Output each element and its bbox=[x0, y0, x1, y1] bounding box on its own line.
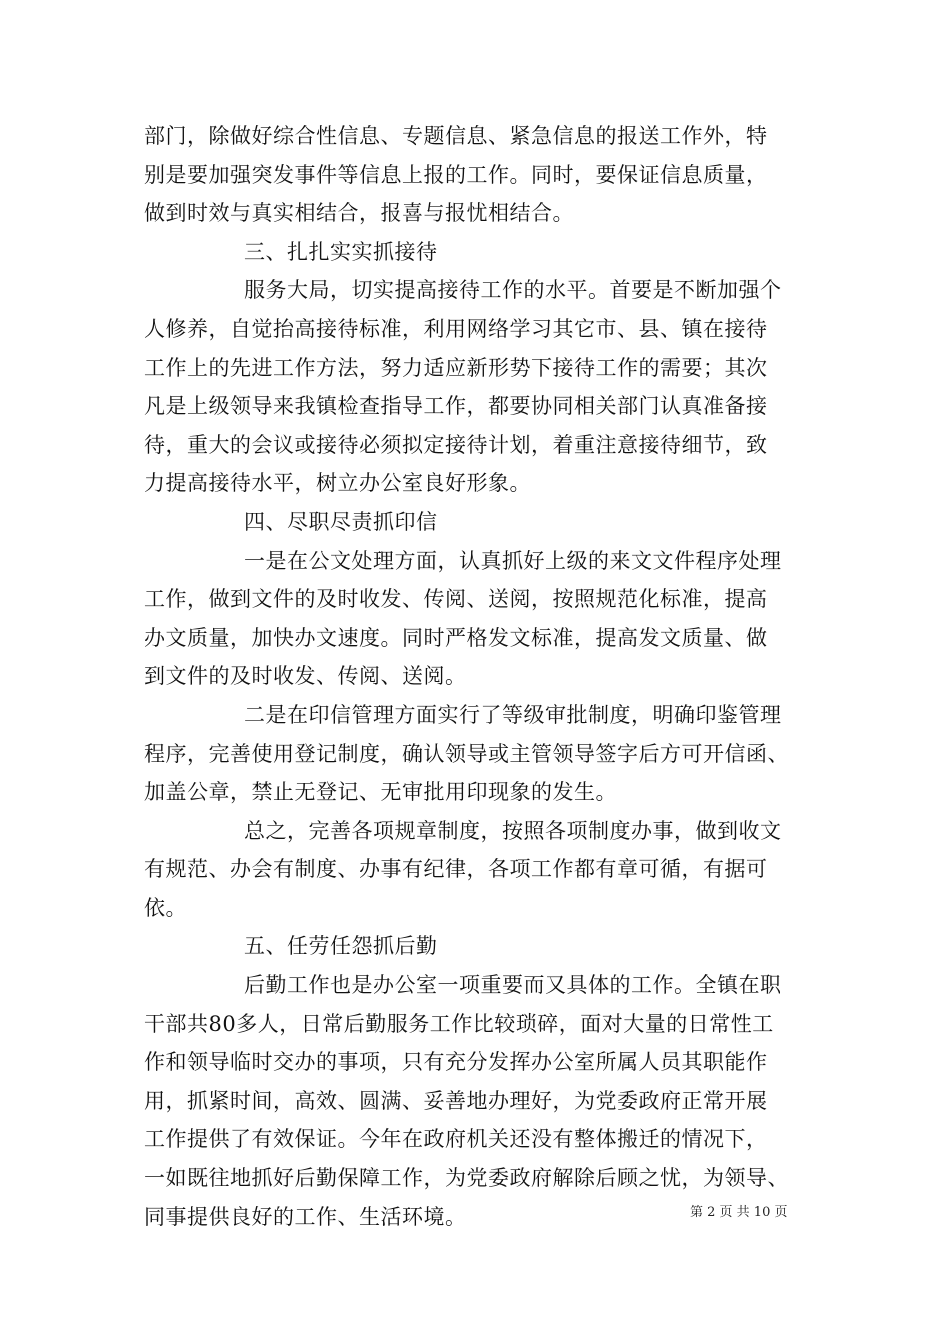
page-number-footer: 第 2 页 共 10 页 bbox=[690, 1205, 788, 1220]
text-line: 工作，做到文件的及时收发、传阅、送阅，按照规范化标准，提高 bbox=[144, 587, 768, 612]
paragraph-first-line: 一是在公文处理方面，认真抓好上级的来文文件程序处理 bbox=[244, 548, 782, 573]
text-line: 到文件的及时收发、传阅、送阅。 bbox=[144, 664, 467, 689]
text-line: 程序，完善使用登记制度，确认领导或主管领导签字后方可开信函、 bbox=[144, 741, 789, 766]
section-heading: 三、扎扎实实抓接待 bbox=[244, 239, 438, 264]
document-body bbox=[144, 117, 810, 1236]
text-line: 同事提供良好的工作、生活环境。 bbox=[144, 1204, 467, 1229]
text-line: 待，重大的会议或接待必须拟定接待计划，着重注意接待细节，致 bbox=[144, 432, 768, 457]
section-heading: 五、任劳任怨抓后勤 bbox=[244, 934, 438, 959]
text-line: 干部共80多人，日常后勤服务工作比较琐碎，面对大量的日常性工 bbox=[144, 1011, 774, 1036]
text-line: 凡是上级领导来我镇检查指导工作，都要协同相关部门认真准备接 bbox=[144, 394, 768, 419]
text-line: 加盖公章，禁止无登记、无审批用印现象的发生。 bbox=[144, 780, 617, 805]
paragraph-first-line: 总之，完善各项规章制度，按照各项制度办事，做到收文 bbox=[244, 818, 782, 843]
section-heading: 四、尽职尽责抓印信 bbox=[244, 509, 438, 534]
text-line: 作和领导临时交办的事项，只有充分发挥办公室所属人员其职能作 bbox=[144, 1050, 768, 1075]
paragraph-first-line: 二是在印信管理方面实行了等级审批制度，明确印鉴管理 bbox=[244, 702, 782, 727]
text-line: 力提高接待水平，树立办公室良好形象。 bbox=[144, 471, 531, 496]
text-line: 做到时效与真实相结合，报喜与报忧相结合。 bbox=[144, 201, 574, 226]
text-line: 办文质量，加快办文速度。同时严格发文标准，提高发文质量、做 bbox=[144, 625, 768, 650]
text-line: 用，抓紧时间，高效、圆满、妥善地办理好，为党委政府正常开展 bbox=[144, 1088, 768, 1113]
text-line: 一如既往地抓好后勤保障工作，为党委政府解除后顾之忧，为领导、 bbox=[144, 1166, 789, 1191]
text-line: 人修养，自觉抬高接待标准，利用网络学习其它市、县、镇在接待 bbox=[144, 316, 768, 341]
text-line: 别是要加强突发事件等信息上报的工作。同时，要保证信息质量， bbox=[144, 162, 768, 187]
text-line: 有规范、办会有制度、办事有纪律，各项工作都有章可循，有据可 bbox=[144, 857, 768, 882]
text-line: 依。 bbox=[144, 895, 187, 920]
text-line: 工作提供了有效保证。今年在政府机关还没有整体搬迁的情况下， bbox=[144, 1127, 768, 1152]
paragraph-first-line: 服务大局，切实提高接待工作的水平。首要是不断加强个 bbox=[244, 278, 782, 303]
text-line: 工作上的先进工作方法，努力适应新形势下接待工作的需要；其次 bbox=[144, 355, 768, 380]
text-line: 部门，除做好综合性信息、专题信息、紧急信息的报送工作外，特 bbox=[144, 124, 768, 148]
paragraph-first-line: 后勤工作也是办公室一项重要而又具体的工作。全镇在职 bbox=[244, 973, 782, 998]
